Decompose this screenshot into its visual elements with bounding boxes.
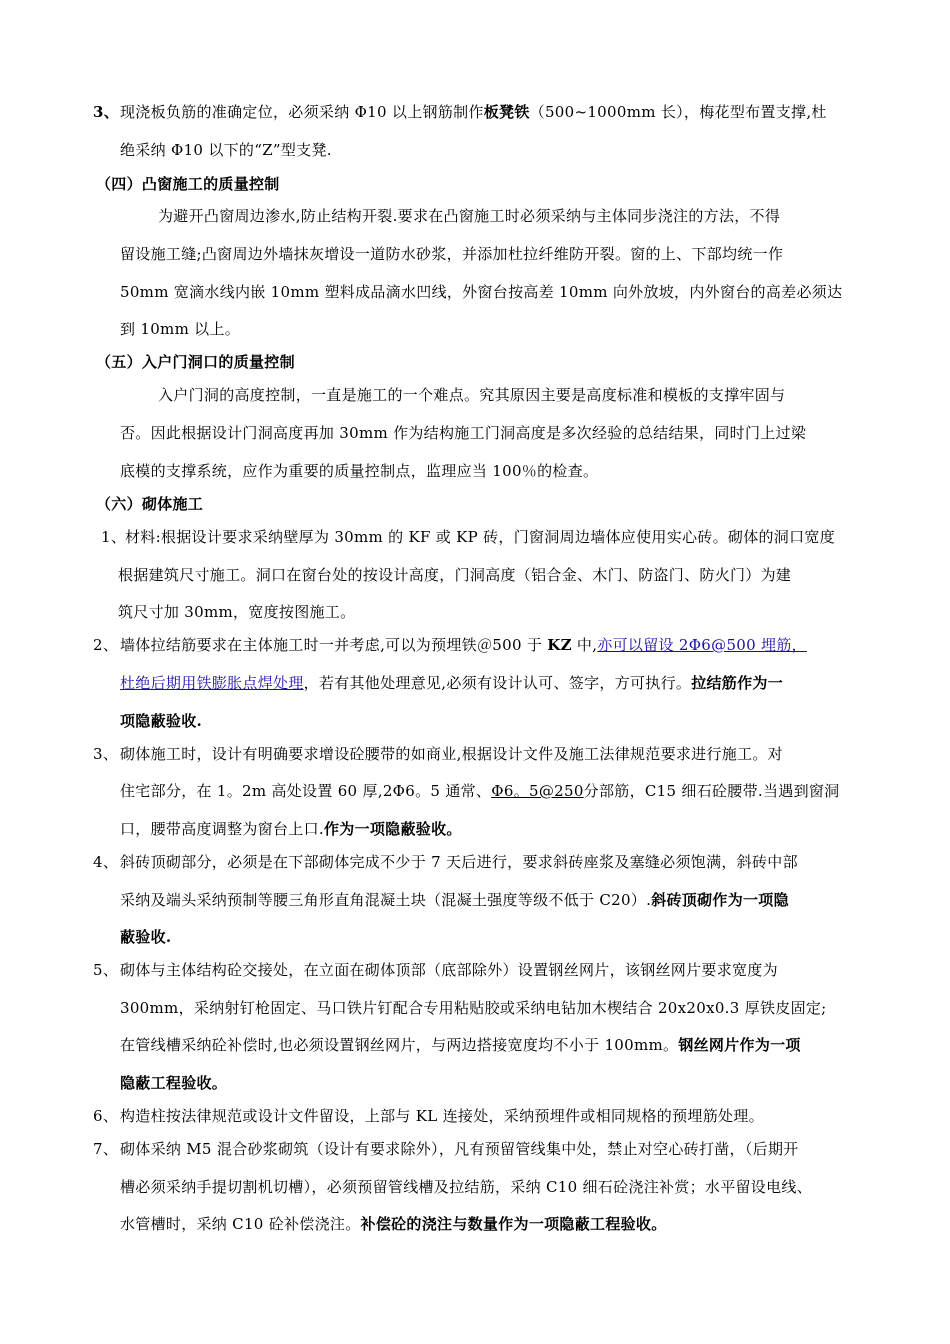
text-run: 口，腰带高度调整为窗台上口. [120,820,324,838]
text-run: ，若有其他处理意见,必须有设计认可、签字，方可执行。 [303,674,692,692]
paragraph-line: 构造柱按法律规范或设计文件留设，上部与 KL 连接处，采纳预埋件或相同规格的预埋筋处理。 [120,1107,764,1125]
paragraph-line [120,1214,667,1234]
item-number: 1、 [101,528,127,546]
bold-term: 板凳铁 [483,103,530,121]
text-run: 中, [576,636,598,654]
bold-term: 斜砖顶砌作为一项隐 [651,891,789,909]
item-number: 7、 [93,1140,119,1158]
bold-term: KZ [547,636,572,654]
paragraph-line: 槽必须采纳手提切割机切槽），必须预留管线槽及拉结筋，采纳 C10 细石砼浇注补赏；水平留设电线、 [120,1178,813,1196]
section-heading: （五）入户门洞口的质量控制 [96,353,295,371]
paragraph-line: 根据建筑尺寸施工。洞口在窗台处的按设计高度，门洞高度（铝合金、木门、防盗门、防火门）为建 [118,566,792,584]
paragraph-line [120,819,462,839]
text-run: 水管槽时，采纳 C10 砼补偿浇注。 [120,1215,361,1233]
paragraph-line [120,635,807,655]
bold-term: 补偿砼的浇注与数量作为一项隐蔽工程验收。 [360,1215,667,1233]
paragraph-line: 材料:根据设计要求采纳壁厚为 30mm 的 KF 或 KP 砖，门窗洞周边墙体应使用实心砖。砌体的洞口宽度 [125,528,836,546]
paragraph-line: 50mm 宽滴水线内嵌 10mm 塑料成品滴水凹线，外窗台按高差 10mm 向外放坡，内外窗台的高差必须达 [120,283,843,301]
paragraph-line: 为避开凸窗周边渗水,防止结构开裂.要求在凸窗施工时必须采纳与主体同步浇注的方法，不得 [158,207,781,225]
paragraph-line: 斜砖顶砌部分，必须是在下部砌体完成不少于 7 天后进行，要求斜砖座浆及塞缝必须饱满，斜砖中部 [120,853,798,871]
paragraph-line: 砌体施工时，设计有明确要求增设砼腰带的如商业,根据设计文件及施工法律规范要求进行施工。对 [120,745,783,763]
text-run: 墙体拉结筋要求在主体施工时一并考虑,可以为预埋铁＠500 于 [120,636,543,654]
section-heading: （六）砌体施工 [96,495,204,513]
item-number: 3、 [93,103,120,121]
paragraph-line: 300mm，采纳射钉枪固定、马口铁片钉配合专用粘贴胶或采纳电钻加木楔结合 20x20x0.3 厚铁皮固定; [120,999,827,1017]
item-number: 5、 [93,961,119,979]
paragraph-line [120,1035,801,1055]
item-number: 3、 [93,745,119,763]
item-number: 6、 [93,1107,119,1125]
bold-term: 钢丝网片作为一项 [678,1036,801,1054]
hyperlink-embedded-bars[interactable]: 亦可以留设 2Φ6@500 埋筋， [597,636,807,654]
paragraph-line [120,673,783,693]
paragraph-line [120,890,789,910]
paragraph-line: 蔽验收. [120,928,172,946]
paragraph-line: 绝采纳 Φ10 以下的“Z”型支凳. [120,141,332,159]
text-run: 分部筋，C15 细石砼腰带.当遇到窗洞 [583,782,840,800]
paragraph-line [120,102,827,122]
hyperlink-no-expansion-weld[interactable]: 杜绝后期用铁膨胀点焊处理 [120,674,304,692]
underlined-text: Φ6。5@250 [491,782,584,800]
text-run: 在管线槽采纳砼补偿时,也必须设置钢丝网片，与两边搭接宽度均不小于 100mm。 [120,1036,679,1054]
paragraph-line: 到 10mm 以上。 [120,320,241,338]
bold-term: 作为一项隐蔽验收。 [323,820,462,838]
paragraph-line [120,781,839,801]
text-run: 采纳及端头采纳预制等腰三角形直角混凝土块（混凝土强度等级不低于 C20）. [120,891,652,909]
paragraph-line: 隐蔽工程验收。 [120,1074,228,1092]
paragraph-line: 砌体与主体结构砼交接处，在立面在砌体顶部（底部除外）设置钢丝网片，该钢丝网片要求宽度为 [120,961,778,979]
item-number: 2、 [93,636,119,654]
section-heading: （四）凸窗施工的质量控制 [96,175,280,193]
paragraph-line: 留设施工缝;凸窗周边外墙抹灰增设一道防水砂浆，并添加杜拉纤维防开裂。窗的上、下部均统一作 [120,245,784,263]
text-run: 住宅部分，在 1。2m 高处设置 60 厚,2Φ6。5 通常、 [120,782,492,800]
text-run: （500~1000mm 长），梅花型布置支撑,杜 [529,103,827,121]
bold-term: 拉结筋作为一 [691,674,783,692]
paragraph-line: 底模的支撑系统，应作为重要的质量控制点，监理应当 100％的检查。 [120,462,599,480]
paragraph-line: 筑尺寸加 30mm，宽度按图施工。 [118,603,356,621]
paragraph-line: 项隐蔽验收. [120,712,203,730]
item-number: 4、 [93,853,119,871]
paragraph-line: 砌体采纳 M5 混合砂浆砌筑（设计有要求除外），凡有预留管线集中处，禁止对空心砖打凿，（后期开 [120,1140,799,1158]
paragraph-line: 入户门洞的高度控制，一直是施工的一个难点。究其原因主要是高度标准和模板的支撑牢固与 [158,386,786,404]
paragraph-line: 否。因此根据设计门洞高度再加 30mm 作为结构施工门洞高度是多次经验的总结结果，同时门上过梁 [120,424,807,442]
text-run: 现浇板负筋的准确定位，必须采纳 Φ10 以上钢筋制作 [120,103,484,121]
